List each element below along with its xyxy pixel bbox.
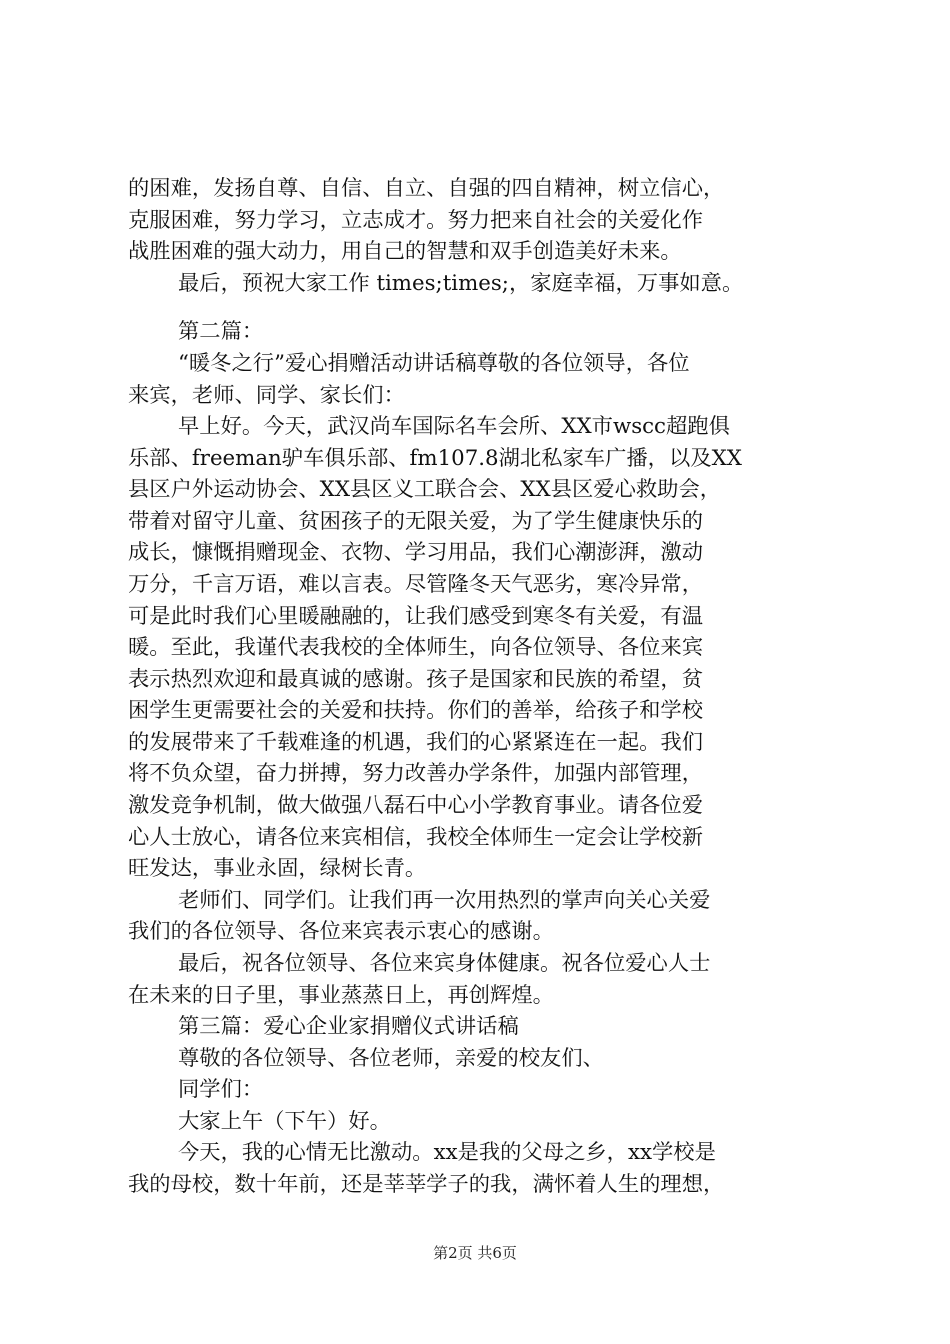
text-line: 我们的各位领导、各位来宾表示衷心的感谢。 — [128, 919, 554, 944]
salutation-line: 尊敬的各位领导、各位老师，亲爱的校友们、 — [178, 1046, 604, 1071]
section-heading: 第二篇： — [178, 319, 264, 344]
text-line: 旺发达，事业永固，绿树长青。 — [128, 856, 427, 881]
text-line: 万分，千言万语，难以言表。尽管隆冬天气恶劣，寒冷异常， — [128, 572, 704, 597]
text-line: 来宾，老师、同学、家长们： — [128, 383, 405, 408]
text-line: 最后，祝各位领导、各位来宾身体健康。祝各位爱心人士 — [178, 951, 711, 976]
text-line: 的困难，发扬自尊、自信、自立、自强的四自精神，树立信心， — [128, 176, 725, 201]
text-line: 老师们、同学们。让我们再一次用热烈的掌声向关心关爱 — [178, 888, 711, 913]
greeting-line: 大家上午（下午）好。 — [178, 1109, 391, 1134]
text-line: 激发竞争机制，做大做强八磊石中心小学教育事业。请各位爱 — [128, 793, 704, 818]
text-line: 暖。至此，我谨代表我校的全体师生，向各位领导、各位来宾 — [128, 635, 704, 660]
section-title: “暖冬之行”爱心捐赠活动讲话稿尊敬的各位领导，各位 — [178, 351, 690, 376]
text-line: 表示热烈欢迎和最真诚的感谢。孩子是国家和民族的希望，贫 — [128, 667, 704, 692]
section-heading: 第三篇：爱心企业家捐赠仪式讲话稿 — [178, 1014, 519, 1039]
page-number-footer: 第2页 共6页 — [433, 1244, 517, 1262]
text-line: 克服困难，努力学习，立志成才。努力把来自社会的关爱化作 — [128, 208, 704, 233]
text-line: 乐部、freeman驴车俱乐部、fm107.8湖北私家车广播，以及XX — [128, 446, 742, 471]
salutation-line: 同学们： — [178, 1077, 264, 1102]
text-line: 今天，我的心情无比激动。xx是我的父母之乡，xx学校是 — [178, 1140, 716, 1165]
text-line: 最后，预祝大家工作 times;times;，家庭幸福，万事如意。 — [178, 271, 744, 296]
text-line: 的发展带来了千载难逢的机遇，我们的心紧紧连在一起。我们 — [128, 730, 704, 755]
text-line: 战胜困难的强大动力，用自己的智慧和双手创造美好未来。 — [128, 239, 682, 264]
text-line: 困学生更需要社会的关爱和扶持。你们的善举，给孩子和学校 — [128, 698, 704, 723]
text-line: 成长，慷慨捐赠现金、衣物、学习用品，我们心潮澎湃，激动 — [128, 540, 704, 565]
text-line: 早上好。今天，武汉尚车国际名车会所、XX市wscc超跑俱 — [178, 414, 730, 439]
text-line: 在未来的日子里，事业蒸蒸日上，再创辉煌。 — [128, 983, 554, 1008]
text-line: 心人士放心，请各位来宾相信，我校全体师生一定会让学校新 — [128, 825, 704, 850]
text-line: 县区户外运动协会、XX县区义工联合会、XX县区爱心救助会， — [128, 477, 722, 502]
text-line: 可是此时我们心里暖融融的，让我们感受到寒冬有关爱，有温 — [128, 604, 704, 629]
text-line: 带着对留守儿童、贫困孩子的无限关爱，为了学生健康快乐的 — [128, 509, 704, 534]
text-line: 我的母校，数十年前，还是莘莘学子的我，满怀着人生的理想， — [128, 1172, 725, 1197]
text-line: 将不负众望，奋力拼搏，努力改善办学条件，加强内部管理， — [128, 761, 704, 786]
